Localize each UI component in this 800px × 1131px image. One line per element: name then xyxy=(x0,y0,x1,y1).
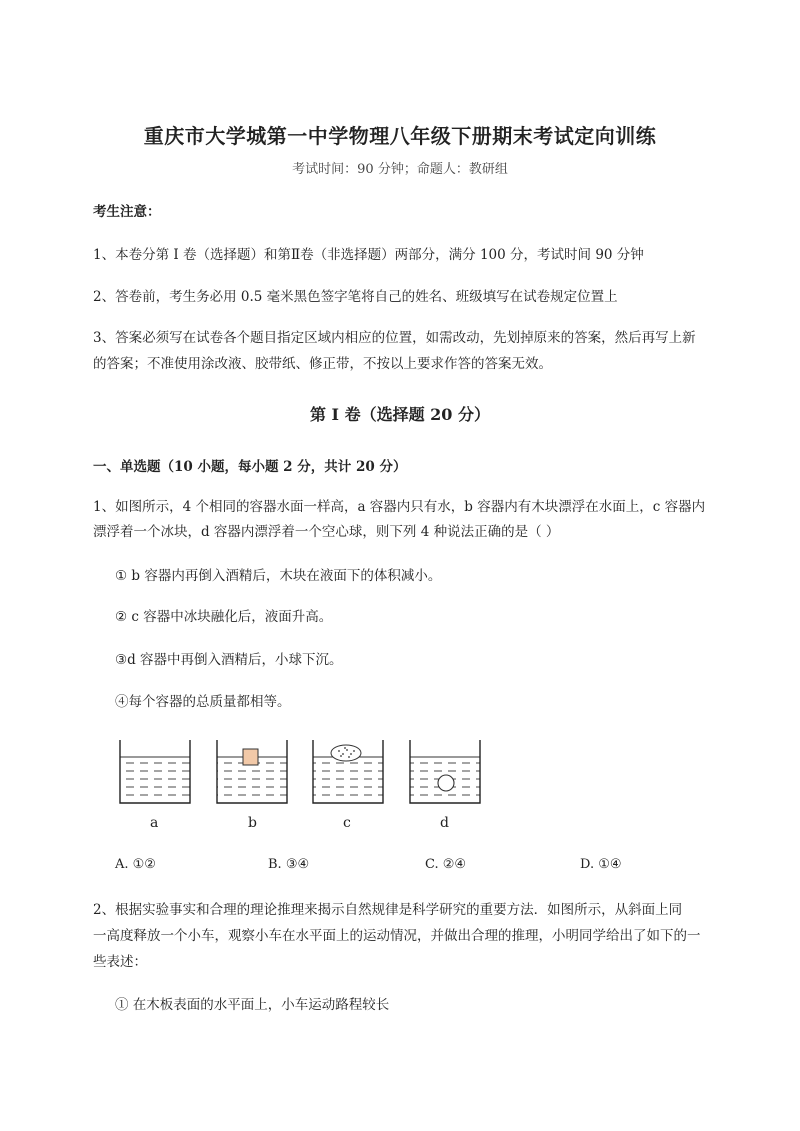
container-d xyxy=(410,740,480,803)
notice-item-continued: 的答案；不准使用涂改液、胶带纸、修正带，不按以上要求作答的答案无效。 xyxy=(93,356,552,372)
wood-block xyxy=(243,749,258,765)
statement: ② c 容器中冰块融化后，液面升高。 xyxy=(115,609,333,625)
container-label-a: a xyxy=(150,815,159,831)
question-stem: 1、如图所示，4 个相同的容器水面一样高，a 容器内只有水，b 容器内有木块漂浮在水面上，c 容器内 xyxy=(93,499,706,515)
statement: ① 在木板表面的水平面上，小车运动路程较长 xyxy=(115,997,390,1013)
part-title: 一、单选题（10 小题，每小题 2 分，共计 20 分） xyxy=(93,459,407,475)
option-a[interactable]: A. ①② xyxy=(115,857,156,872)
container-label-b: b xyxy=(248,815,257,831)
container-label-c: c xyxy=(343,815,351,831)
notice-item: 3、答案必须写在试卷各个题目指定区域内相应的位置，如需改动，先划掉原来的答案，然后再写上新 xyxy=(93,330,696,346)
ice-block xyxy=(331,745,361,761)
question-stem-continued: 一高度释放一个小车，观察小车在水平面上的运动情况，并做出合理的推理，小明同学给出了如下的一 xyxy=(93,928,701,944)
hollow-ball xyxy=(438,775,454,791)
question-stem-continued: 漂浮着一个冰块，d 容器内漂浮着一个空心球，则下列 4 种说法正确的是（ ） xyxy=(93,524,560,540)
exam-info: 考试时间：90 分钟；命题人：教研组 xyxy=(292,162,508,177)
page-title: 重庆市大学城第一中学物理八年级下册期末考试定向训练 xyxy=(143,124,657,148)
section-title: 第 I 卷（选择题 20 分） xyxy=(309,405,491,424)
option-d[interactable]: D. ①④ xyxy=(580,857,622,872)
option-b[interactable]: B. ③④ xyxy=(268,857,310,872)
question-stem-continued: 些表述： xyxy=(93,954,147,970)
statement: ① b 容器内再倒入酒精后，木块在液面下的体积减小。 xyxy=(115,568,442,584)
notice-item: 1、本卷分第 I 卷（选择题）和第Ⅱ卷（非选择题）两部分，满分 100 分，考试时间 90 分钟 xyxy=(93,247,644,263)
notice-heading: 考生注意： xyxy=(93,204,161,220)
statement: ④每个容器的总质量都相等。 xyxy=(115,694,291,710)
container-b xyxy=(217,740,287,803)
statement: ③d 容器中再倒入酒精后，小球下沉。 xyxy=(115,652,343,668)
containers-diagram xyxy=(110,735,510,835)
notice-item: 2、答卷前，考生务必用 0.5 毫米黑色签字笔将自己的姓名、班级填写在试卷规定位置上 xyxy=(93,289,618,305)
container-c xyxy=(313,740,383,803)
container-label-d: d xyxy=(440,815,449,831)
question-stem: 2、根据实验事实和合理的理论推理来揭示自然规律是科学研究的重要方法．如图所示，从斜面上同 xyxy=(93,902,683,918)
container-a xyxy=(120,740,190,803)
option-c[interactable]: C. ②④ xyxy=(425,857,467,872)
